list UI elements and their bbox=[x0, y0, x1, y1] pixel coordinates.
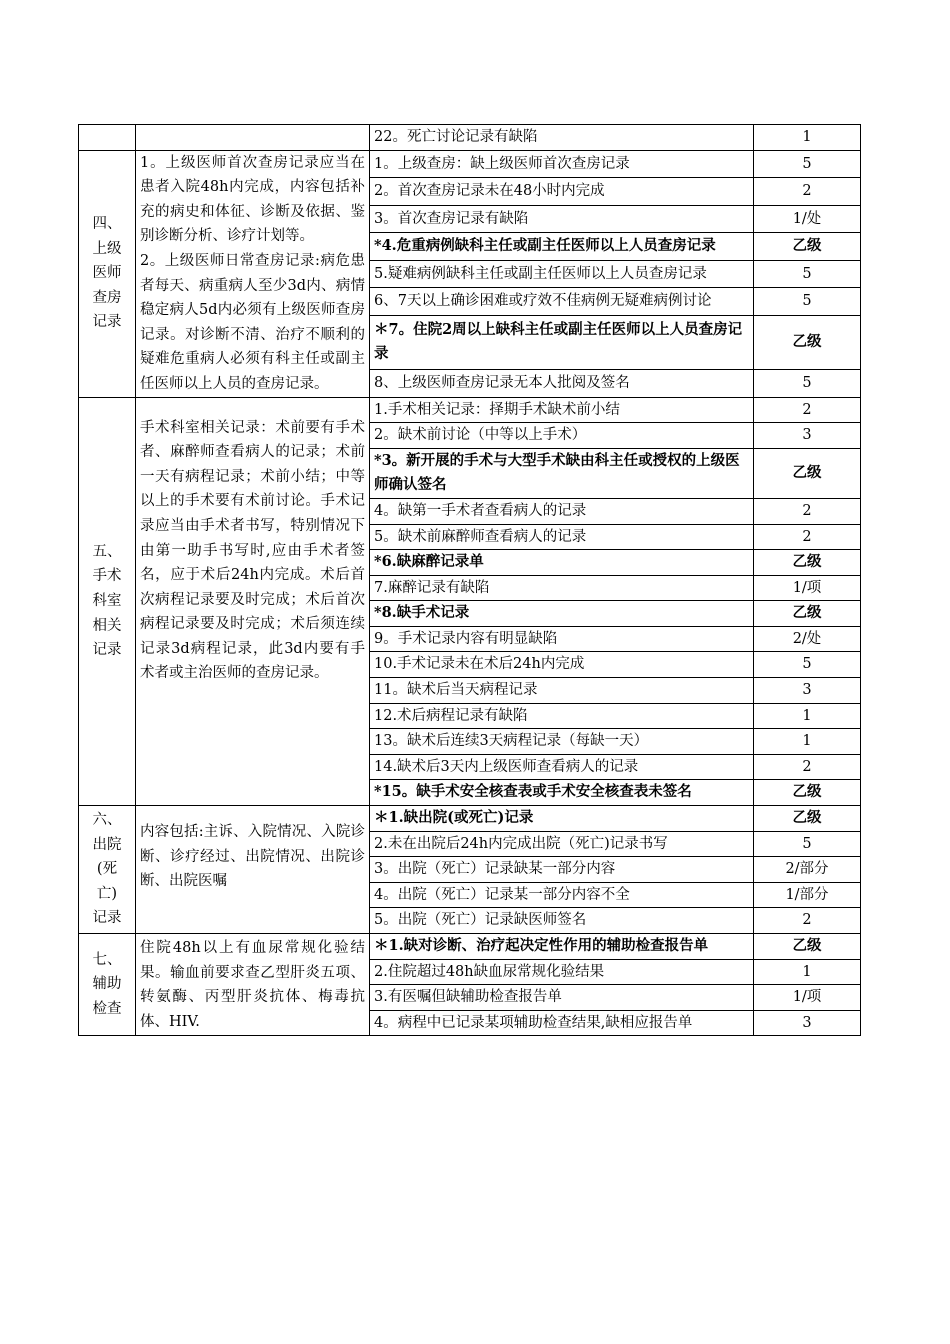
deduction-item: 4。出院（死亡）记录某一部分内容不全 bbox=[370, 882, 754, 908]
deduction-item: 7.麻醉记录有缺陷 bbox=[370, 575, 754, 601]
deduction-item: 22。死亡讨论记录有缺陷 bbox=[370, 125, 754, 151]
deduction-item: *8.缺手术记录 bbox=[370, 601, 754, 627]
deduction-score: 1 bbox=[754, 703, 861, 729]
deduction-score: 3 bbox=[754, 1010, 861, 1036]
deduction-score: 2 bbox=[754, 178, 861, 206]
deduction-item: 1.手术相关记录：择期手术缺术前小结 bbox=[370, 397, 754, 423]
deduction-score: 乙级 bbox=[754, 315, 861, 369]
scoring-table bbox=[78, 124, 861, 1036]
deduction-score: 2/部分 bbox=[754, 857, 861, 883]
deduction-score: 5 bbox=[754, 150, 861, 178]
table-row bbox=[79, 806, 861, 832]
deduction-item: 4。病程中已记录某项辅助检查结果,缺相应报告单 bbox=[370, 1010, 754, 1036]
deduction-item: 5.疑难病例缺科主任或副主任医师以上人员查房记录 bbox=[370, 260, 754, 288]
deduction-item: 6、7天以上确诊困难或疗效不佳病例无疑难病例讨论 bbox=[370, 288, 754, 316]
deduction-item: 2.未在出院后24h内完成出院（死亡)记录书写 bbox=[370, 831, 754, 857]
deduction-score: 乙级 bbox=[754, 780, 861, 806]
deduction-score: 5 bbox=[754, 288, 861, 316]
deduction-score: 1/部分 bbox=[754, 882, 861, 908]
deduction-item: 5。缺术前麻醉师查看病人的记录 bbox=[370, 524, 754, 550]
table-row bbox=[79, 125, 861, 151]
section-requirement: 1。上级医师首次查房记录应当在患者入院48h内完成，内容包括补充的病史和体征、诊断及依据、鉴别诊断分析、诊疗计划等。 2。上级医师日常查房记录:病危患者每天、病重病人至少3d内、病情稳定病人5d内必须有上级医师查房记录。对诊断不清、治疗不顺利的疑难危重病人必须有科主任或副主任医师以上人员的查房记录。 bbox=[136, 150, 370, 397]
deduction-item: 10.手术记录未在术后24h内完成 bbox=[370, 652, 754, 678]
section-label: 五、 手术 科室 相关 记录 bbox=[79, 397, 136, 806]
section-label: 六、 出院 (死 亡) 记录 bbox=[79, 806, 136, 934]
deduction-item: 9。手术记录内容有明显缺陷 bbox=[370, 626, 754, 652]
deduction-score: 5 bbox=[754, 369, 861, 397]
deduction-score: 5 bbox=[754, 831, 861, 857]
deduction-item: ＊1.缺出院(或死亡)记录 bbox=[370, 806, 754, 832]
deduction-score: 乙级 bbox=[754, 448, 861, 498]
deduction-score: 乙级 bbox=[754, 550, 861, 576]
section-label: 七、 辅助 检查 bbox=[79, 934, 136, 1036]
deduction-score: 2 bbox=[754, 524, 861, 550]
deduction-score: 乙级 bbox=[754, 934, 861, 960]
deduction-item: 3。首次查房记录有缺陷 bbox=[370, 205, 754, 233]
deduction-score: 1 bbox=[754, 959, 861, 985]
deduction-score: 1 bbox=[754, 125, 861, 151]
deduction-score: 1/处 bbox=[754, 205, 861, 233]
deduction-score: 2/处 bbox=[754, 626, 861, 652]
deduction-item: 14.缺术后3天内上级医师查看病人的记录 bbox=[370, 754, 754, 780]
deduction-score: 2 bbox=[754, 498, 861, 524]
deduction-item: ＊7。住院2周以上缺科主任或副主任医师以上人员查房记录 bbox=[370, 315, 754, 369]
deduction-item: 3.有医嘱但缺辅助检查报告单 bbox=[370, 985, 754, 1011]
section-label bbox=[79, 125, 136, 151]
deduction-score: 5 bbox=[754, 260, 861, 288]
deduction-item: ＊1.缺对诊断、治疗起决定性作用的辅助检查报告单 bbox=[370, 934, 754, 960]
deduction-item: 13。缺术后连续3天病程记录（每缺一天） bbox=[370, 729, 754, 755]
deduction-item: 3。出院（死亡）记录缺某一部分内容 bbox=[370, 857, 754, 883]
section-requirement: 手术科室相关记录：术前要有手术者、麻醉师查看病人的记录；术前一天有病程记录；术前小结；中等以上的手术要有术前讨论。手术记录应当由手术者书写，特别情况下由第一助手书写时,应由手术者签名，应于术后24h内完成。术后首次病程记录要及时完成；术后首次病程记录要及时完成；术后须连续记录3d病程记录，此3d内要有手术者或主治医师的查房记录。 bbox=[136, 397, 370, 806]
table-row bbox=[79, 150, 861, 178]
table-row bbox=[79, 934, 861, 960]
table-body bbox=[79, 125, 861, 1036]
deduction-item: 4。缺第一手术者查看病人的记录 bbox=[370, 498, 754, 524]
deduction-item: 1。上级查房：缺上级医师首次查房记录 bbox=[370, 150, 754, 178]
deduction-score: 2 bbox=[754, 754, 861, 780]
table-row bbox=[79, 397, 861, 423]
section-requirement: 住院48h以上有血尿常规化验结果。输血前要求查乙型肝炎五项、转氨酶、丙型肝炎抗体、梅毒抗体、HIV. bbox=[136, 934, 370, 1036]
deduction-score: 1 bbox=[754, 729, 861, 755]
deduction-item: 8、上级医师查房记录无本人批阅及签名 bbox=[370, 369, 754, 397]
deduction-score: 2 bbox=[754, 397, 861, 423]
deduction-score: 乙级 bbox=[754, 601, 861, 627]
deduction-score: 1/项 bbox=[754, 575, 861, 601]
deduction-item: 2.住院超过48h缺血尿常规化验结果 bbox=[370, 959, 754, 985]
deduction-item: 12.术后病程记录有缺陷 bbox=[370, 703, 754, 729]
deduction-score: 1/项 bbox=[754, 985, 861, 1011]
section-requirement bbox=[136, 125, 370, 151]
deduction-score: 5 bbox=[754, 652, 861, 678]
deduction-item: 2。缺术前讨论（中等以上手术） bbox=[370, 423, 754, 449]
deduction-item: *4.危重病例缺科主任或副主任医师以上人员查房记录 bbox=[370, 233, 754, 261]
deduction-item: 2。首次查房记录未在48小时内完成 bbox=[370, 178, 754, 206]
deduction-item: 5。出院（死亡）记录缺医师签名 bbox=[370, 908, 754, 934]
section-label: 四、 上级 医师 查房 记录 bbox=[79, 150, 136, 397]
section-requirement: 内容包括:主诉、入院情况、入院诊断、诊疗经过、出院情况、出院诊断、出院医嘱 bbox=[136, 806, 370, 934]
deduction-item: *6.缺麻醉记录单 bbox=[370, 550, 754, 576]
deduction-item: *15。缺手术安全核查表或手术安全核查表未签名 bbox=[370, 780, 754, 806]
deduction-score: 3 bbox=[754, 678, 861, 704]
deduction-score: 乙级 bbox=[754, 233, 861, 261]
deduction-item: 11。缺术后当天病程记录 bbox=[370, 678, 754, 704]
deduction-item: *3。新开展的手术与大型手术缺由科主任或授权的上级医师确认签名 bbox=[370, 448, 754, 498]
deduction-score: 乙级 bbox=[754, 806, 861, 832]
deduction-score: 3 bbox=[754, 423, 861, 449]
deduction-score: 2 bbox=[754, 908, 861, 934]
